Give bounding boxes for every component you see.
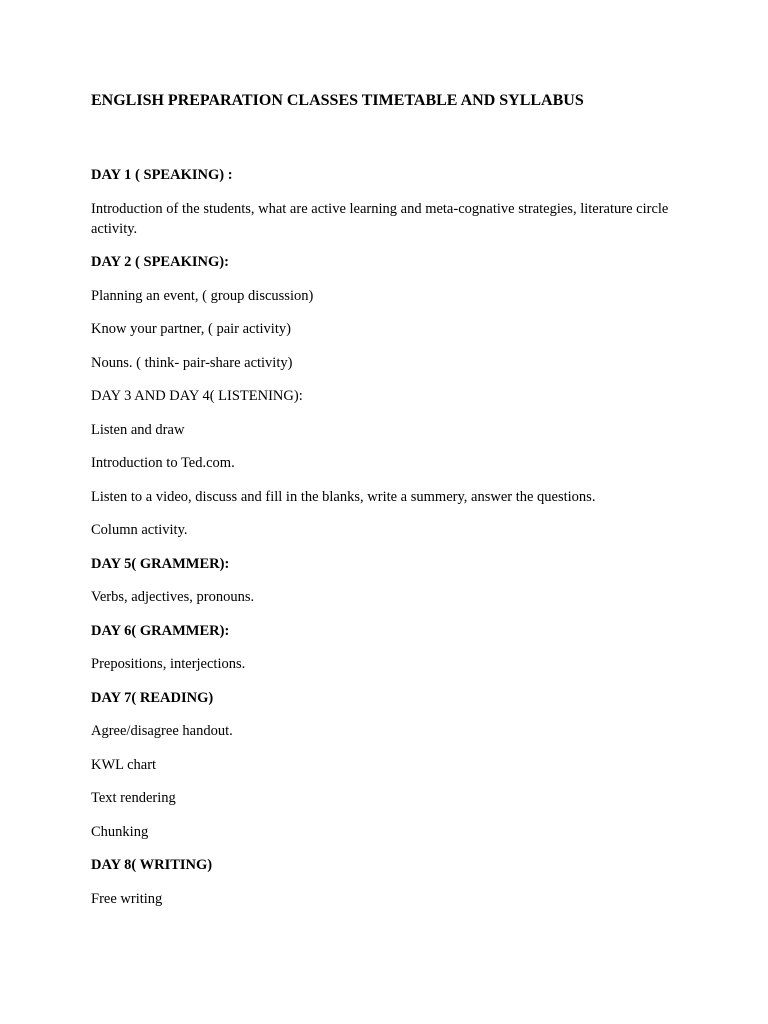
paragraph: Know your partner, ( pair activity): [91, 321, 291, 337]
paragraph: Introduction to Ted.com.: [91, 455, 235, 471]
day-heading: DAY 5( GRAMMER):: [91, 555, 230, 572]
paragraph: Prepositions, interjections.: [91, 656, 246, 672]
day-heading: DAY 6( GRAMMER):: [91, 622, 230, 639]
paragraph: Listen and draw: [91, 421, 185, 438]
day-heading: DAY 3 AND DAY 4( LISTENING):: [91, 388, 303, 404]
paragraph: Agree/disagree handout.: [91, 723, 233, 739]
paragraph: Verbs, adjectives, pronouns.: [91, 589, 255, 605]
paragraph: Planning an event, ( group discussion): [91, 287, 314, 304]
paragraph: Free writing: [91, 890, 163, 907]
day-heading: DAY 7( READING): [91, 689, 214, 706]
day-heading: DAY 2 ( SPEAKING):: [91, 254, 229, 270]
paragraph: Nouns. ( think- pair-share activity): [91, 354, 293, 371]
paragraph: Listen to a video, discuss and fill in the blanks, write a summery, answer the questions.: [91, 488, 596, 505]
paragraph: KWL chart: [91, 756, 157, 773]
paragraph: Text rendering: [91, 790, 176, 806]
paragraph: Introduction of the students, what are active learning and meta-cognative strategies, literature circle activity.: [91, 200, 669, 237]
paragraph: Column activity.: [91, 522, 188, 538]
day-heading: DAY 1 ( SPEAKING) :: [91, 167, 233, 183]
day-heading: DAY 8( WRITING): [91, 857, 213, 873]
paragraph: Chunking: [91, 823, 149, 840]
document-body: [91, 165, 681, 922]
document-title: ENGLISH PREPARATION CLASSES TIMETABLE AND SYLLABUS: [91, 92, 584, 109]
